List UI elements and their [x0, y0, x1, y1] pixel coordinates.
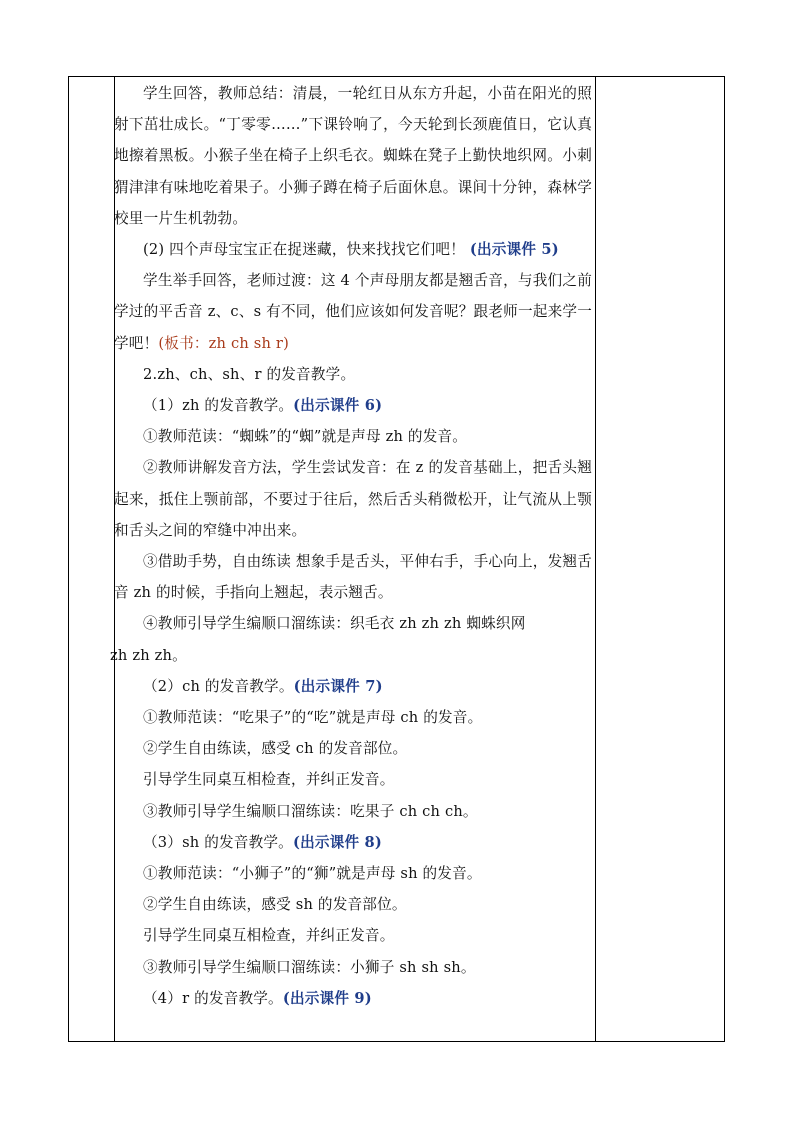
ch-step-3: ③教师引导学生编顺口溜练读：吃果子 ch ch ch。 — [143, 802, 478, 820]
paragraph-task-2 — [114, 234, 592, 265]
paragraph-transition — [114, 265, 592, 359]
ch-heading-text: （2）ch 的发音教学。 — [143, 677, 294, 695]
lesson-content-cell — [110, 78, 592, 1014]
ch-step-1: ①教师范读：“吃果子”的“吃”就是声母 ch 的发音。 — [143, 709, 483, 727]
column-divider-right — [595, 77, 596, 1041]
r-heading-text: （4）r 的发音教学。 — [143, 989, 283, 1007]
task-2-text: (2) 四个声母宝宝正在捉迷藏，快来找找它们吧！ — [143, 241, 465, 259]
zh-step-4-cont: zh zh zh。 — [110, 646, 187, 664]
ch-step-2: ②学生自由练读，感受 ch 的发音部位。 — [143, 740, 408, 758]
subheading-ch — [114, 671, 592, 702]
sh-heading-text: （3）sh 的发音教学。 — [143, 833, 293, 851]
subheading-sh — [114, 827, 592, 858]
subheading-r — [114, 983, 592, 1014]
zh-heading-text: （1）zh 的发音教学。 — [143, 397, 294, 415]
zh-step-1: ①教师范读：“蜘蛛”的“蜘”就是声母 zh 的发音。 — [143, 428, 468, 446]
sh-step-2: ②学生自由练读，感受 sh 的发音部位。 — [143, 896, 407, 914]
sh-step-2b: 引导学生同桌互相检查，并纠正发音。 — [143, 927, 395, 945]
courseware-ref-8: (出示课件 8) — [292, 833, 382, 851]
courseware-ref-6: (出示课件 6) — [293, 397, 383, 415]
zh-step-4: ④教师引导学生编顺口溜练读：织毛衣 zh zh zh 蜘蛛织网 — [143, 615, 526, 633]
courseware-ref-9: (出示课件 9) — [282, 989, 372, 1007]
subheading-zh — [114, 390, 592, 421]
transition-text: 学生举手回答，老师过渡：这 4 个声母朋友都是翘舌音，与我们之前学过的平舌音 z、c、s 有不同，他们应该如何发音呢？跟老师一起来学一学吧！ — [114, 272, 592, 352]
section-heading-2: 2.zh、ch、sh、r 的发音教学。 — [143, 365, 356, 383]
ch-step-2b: 引导学生同桌互相检查，并纠正发音。 — [143, 771, 395, 789]
paragraph-summary: 学生回答，教师总结：清晨，一轮红日从东方升起，小苗在阳光的照射下茁壮成长。“丁零零……”下课铃响了，今天轮到长颈鹿值日，它认真地擦着黑板。小猴子坐在椅子上织毛衣。蜘蛛在凳子上勤快地织网。小刺猬津津有味地吃着果子。小狮子蹲在椅子后面休息。课间十分钟，森林学校里一片生机勃勃。 — [114, 85, 592, 227]
sh-step-3: ③教师引导学生编顺口溜练读：小狮子 sh sh sh。 — [143, 958, 476, 976]
courseware-ref-7: (出示课件 7) — [293, 677, 383, 695]
sh-step-1: ①教师范读：“小狮子”的“狮”就是声母 sh 的发音。 — [143, 865, 482, 883]
zh-step-3: ③借助手势，自由练读 想象手是舌头，平伸右手，手心向上，发翘舌音 zh 的时候，手指向上翘起，表示翘舌。 — [114, 553, 592, 602]
courseware-ref-5: (出示课件 5) — [469, 241, 559, 259]
zh-step-2: ②教师讲解发音方法，学生尝试发音：在 z 的发音基础上，把舌头翘起来，抵住上颚前部，不要过于往后，然后舌头稍微松开，让气流从上颚和舌头之间的窄缝中冲出来。 — [114, 459, 592, 539]
blackboard-note: (板书：zh ch sh r) — [158, 334, 290, 352]
